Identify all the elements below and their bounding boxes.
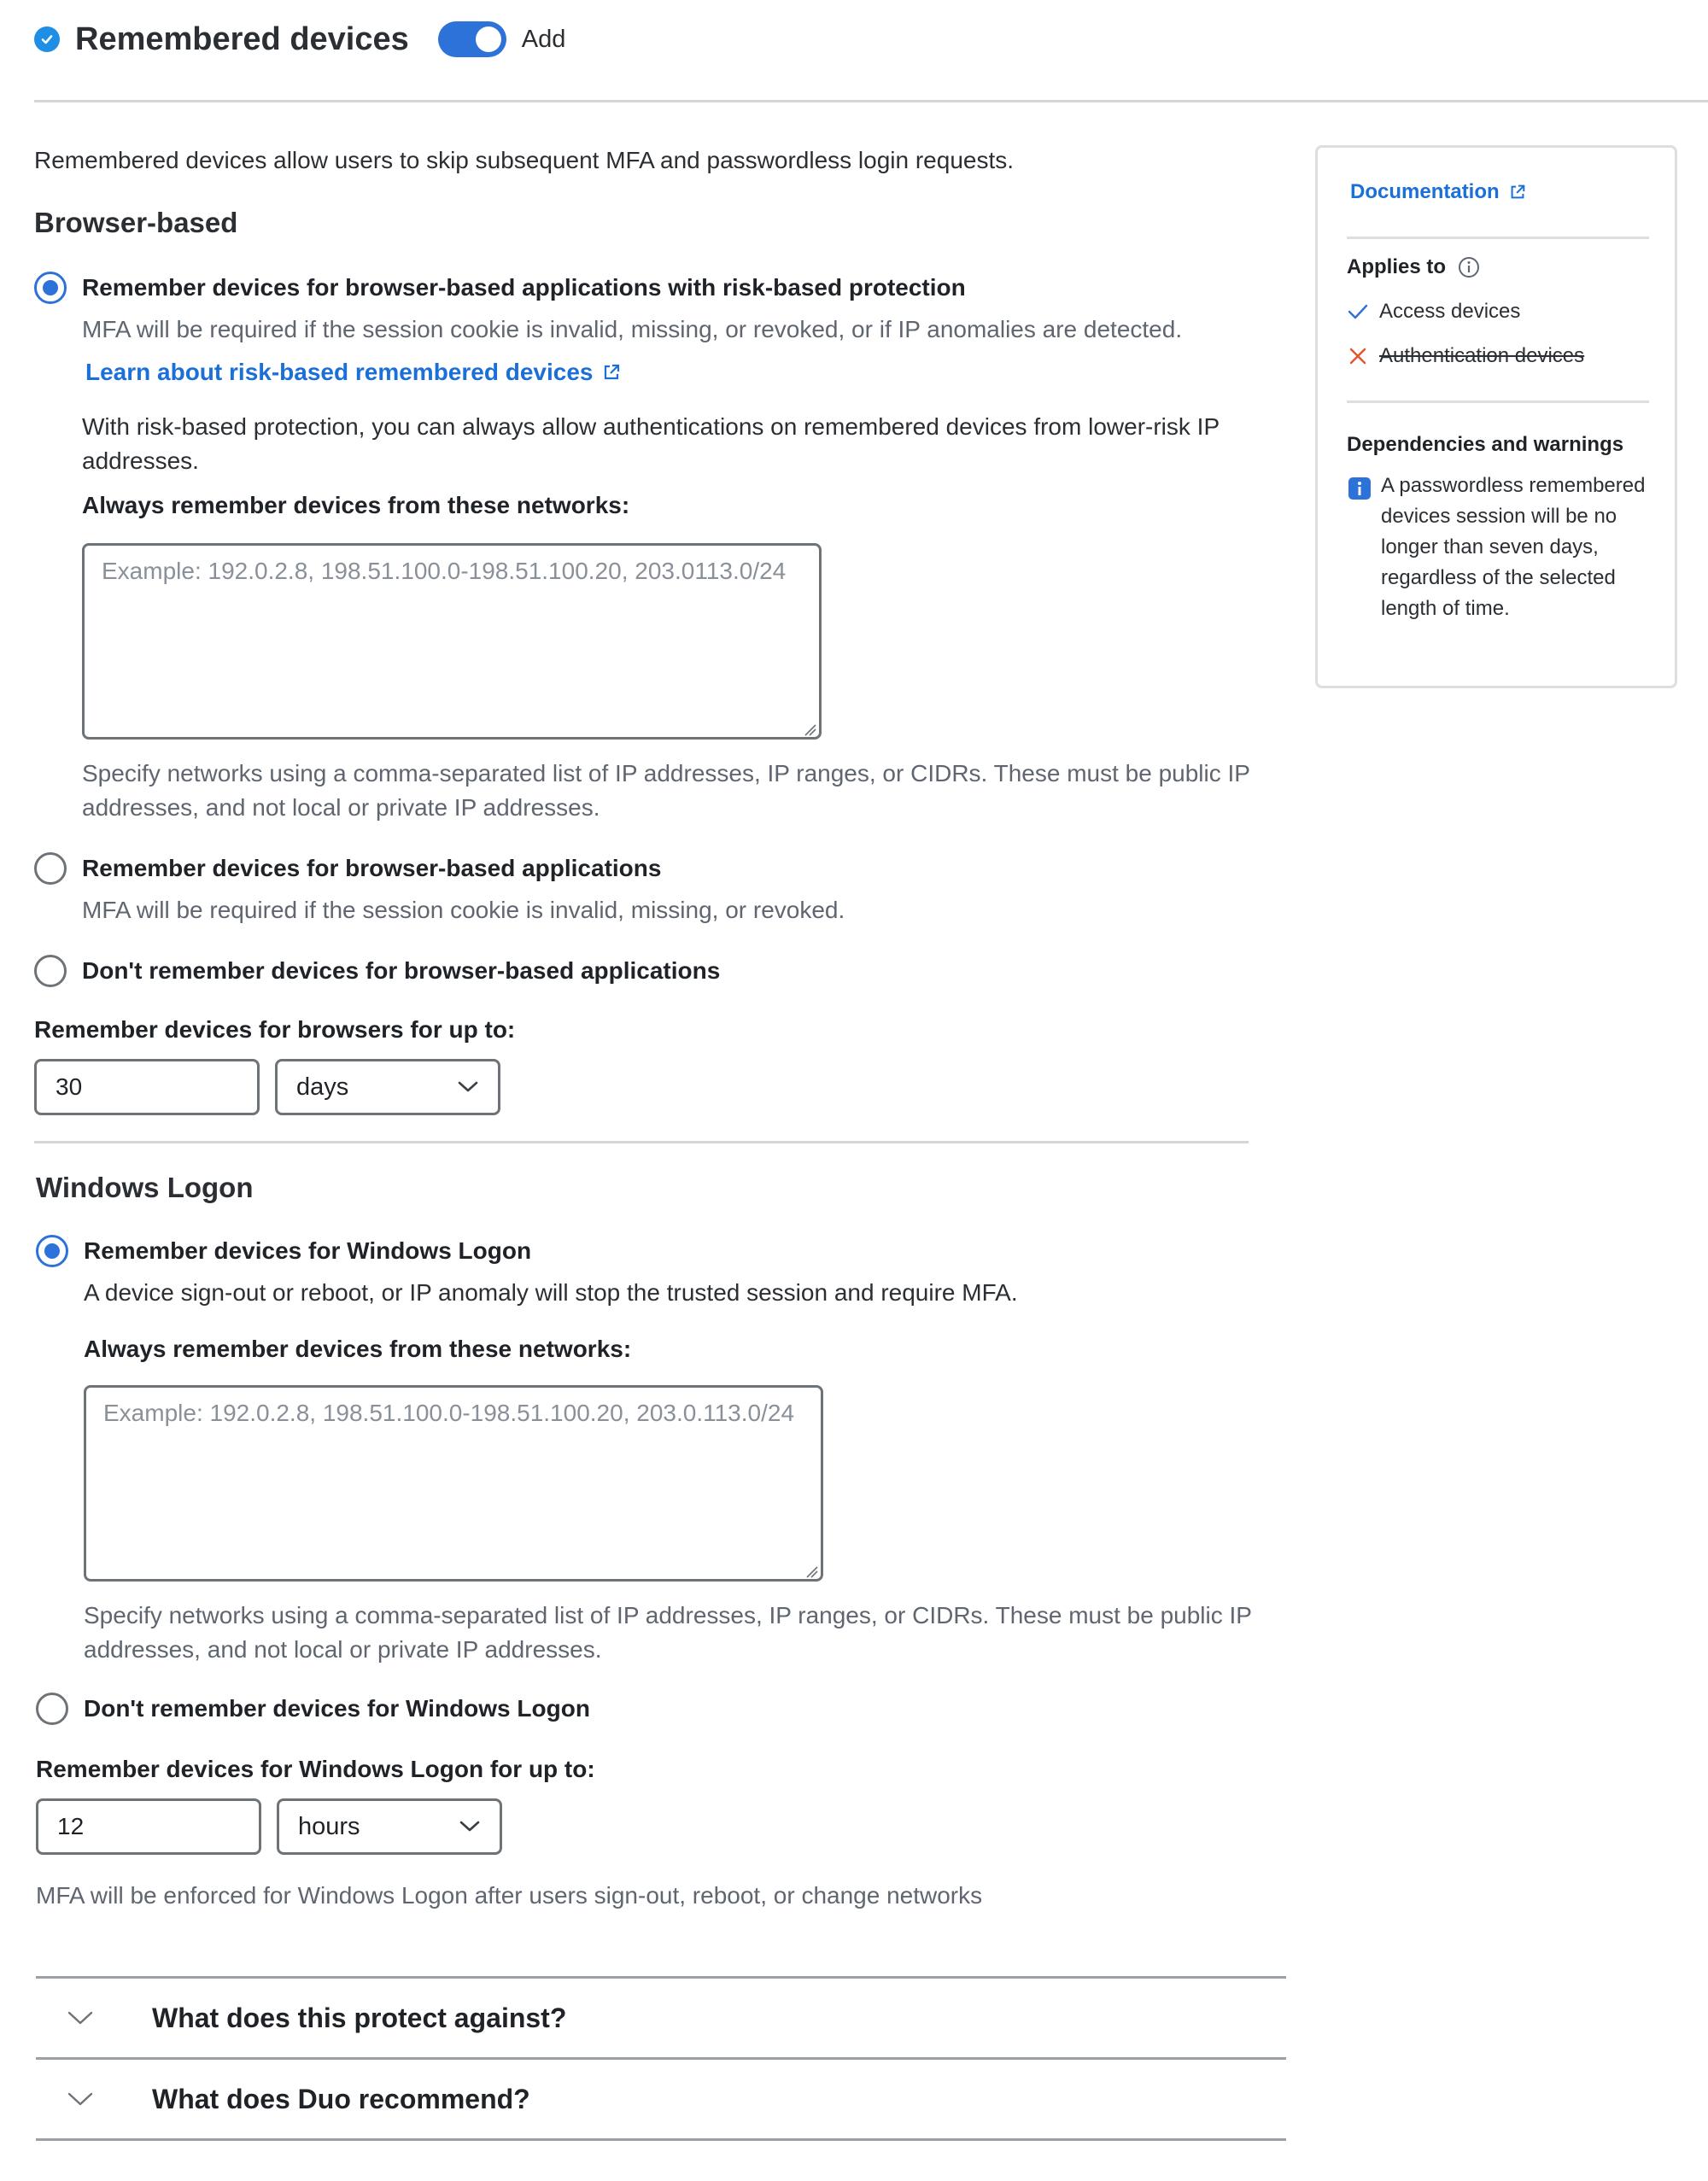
option-help-text: A device sign-out or reboot, or IP anomaly will stop the trusted session and require MFA. xyxy=(84,1279,1018,1306)
resize-handle-icon[interactable] xyxy=(804,1564,818,1578)
radio-label: Remember devices for Windows Logon xyxy=(84,1237,532,1264)
windows-duration-unit-select[interactable] xyxy=(277,1798,502,1855)
windows-networks-input[interactable] xyxy=(84,1385,823,1582)
windows-section-title: Windows Logon xyxy=(36,1172,254,1203)
windows-duration-input[interactable] xyxy=(36,1798,261,1855)
radio-label: Remember devices for browser-based applications xyxy=(82,855,662,881)
external-link-icon xyxy=(601,362,622,383)
browser-section-title: Browser-based xyxy=(34,207,238,238)
dependencies-heading: Dependencies and warnings xyxy=(1347,433,1624,456)
applies-item-authentication-devices xyxy=(1347,344,1584,368)
header-divider xyxy=(34,100,1708,102)
browser-networks-input[interactable] xyxy=(82,543,822,740)
windows-enforce-note: MFA will be enforced for Windows Logon after users sign-out, reboot, or change networks xyxy=(36,1882,983,1909)
radio-button[interactable] xyxy=(36,1235,68,1267)
browser-duration-label: Remember devices for browsers for up to: xyxy=(34,1016,516,1043)
page-title: Remembered devices xyxy=(75,20,409,57)
section-header xyxy=(34,17,565,61)
chevron-down-icon xyxy=(67,2009,101,2026)
radio-button[interactable] xyxy=(34,272,67,304)
applies-item-access-devices xyxy=(1347,300,1520,324)
toggle-label: Add xyxy=(521,25,566,53)
check-icon xyxy=(1347,302,1369,321)
browser-networks-help: Specify networks using a comma-separated list of IP addresses, IP ranges, or CIDRs. These must be public IP addresses, and not local or private IP addresses. xyxy=(82,760,1250,821)
radio-label: Remember devices for browser-based applications with risk-based protection xyxy=(82,274,966,301)
applies-to-heading: Applies to xyxy=(1347,255,1480,279)
link-label: Documentation xyxy=(1350,180,1500,203)
radio-windows-dont-remember[interactable] xyxy=(36,1693,590,1725)
browser-duration-unit-select[interactable] xyxy=(275,1059,500,1115)
info-circle-icon[interactable] xyxy=(1458,256,1480,278)
radio-browser-remember[interactable] xyxy=(34,852,661,885)
external-link-icon xyxy=(1508,183,1527,202)
info-icon xyxy=(1348,477,1371,500)
option-help-text: MFA will be required if the session cookie is invalid, missing, or revoked, or if IP anomalies are detected. xyxy=(82,316,1183,342)
documentation-link[interactable] xyxy=(1350,180,1527,204)
radio-windows-remember[interactable] xyxy=(36,1235,531,1267)
accordion-protect-against[interactable] xyxy=(36,1979,1286,2057)
applies-item-label: Authentication devices xyxy=(1379,344,1585,367)
browser-networks-label: Always remember devices from these networks: xyxy=(82,492,630,518)
radio-browser-dont-remember[interactable] xyxy=(34,955,720,987)
chevron-down-icon xyxy=(457,1080,479,1094)
select-value: hours xyxy=(298,1812,360,1840)
windows-networks-help: Specify networks using a comma-separated list of IP addresses, IP ranges, or CIDRs. These must be public IP addresses, and not local or private IP addresses. xyxy=(84,1602,1252,1663)
x-icon xyxy=(1347,347,1369,365)
select-value: days xyxy=(296,1073,349,1101)
passwordless-warning: A passwordless remembered devices session will be no longer than seven days, regardless of the selected length of time. xyxy=(1381,474,1646,620)
toggle-knob xyxy=(476,26,501,52)
applies-item-label: Access devices xyxy=(1379,300,1521,323)
radio-button[interactable] xyxy=(34,955,67,987)
windows-networks-label: Always remember devices from these networks: xyxy=(84,1336,632,1362)
intro-text: Remembered devices allow users to skip subsequent MFA and passwordless login requests. xyxy=(34,147,1015,173)
panel-divider xyxy=(1347,401,1649,403)
windows-duration-label: Remember devices for Windows Logon for up to: xyxy=(36,1756,595,1782)
radio-button[interactable] xyxy=(36,1693,68,1725)
option-help-text: MFA will be required if the session cookie is invalid, missing, or revoked. xyxy=(82,897,845,923)
accordion-title: What does this protect against? xyxy=(152,2002,567,2033)
section-divider xyxy=(34,1141,1249,1143)
radio-label: Don't remember devices for Windows Logon xyxy=(84,1695,590,1722)
accordion-duo-recommend[interactable] xyxy=(36,2060,1286,2138)
info-panel xyxy=(1315,145,1677,688)
chevron-down-icon xyxy=(67,2090,101,2108)
radio-label: Don't remember devices for browser-based applications xyxy=(82,957,721,984)
check-circle-icon xyxy=(34,26,60,52)
link-label: Learn about risk-based remembered devices xyxy=(85,359,594,385)
panel-divider xyxy=(1347,237,1649,239)
learn-risk-based-link[interactable] xyxy=(85,359,622,386)
enable-toggle[interactable] xyxy=(438,21,506,57)
radio-button[interactable] xyxy=(34,852,67,885)
resize-handle-icon[interactable] xyxy=(803,722,816,736)
radio-browser-risk-based[interactable] xyxy=(34,272,966,304)
browser-duration-input[interactable] xyxy=(34,1059,260,1115)
risk-based-description: With risk-based protection, you can always allow authentications on remembered devices from lower-risk IP addresses. xyxy=(82,413,1220,474)
accordion-title: What does Duo recommend? xyxy=(152,2083,530,2114)
chevron-down-icon xyxy=(459,1820,481,1833)
accordion-divider xyxy=(36,2138,1286,2141)
